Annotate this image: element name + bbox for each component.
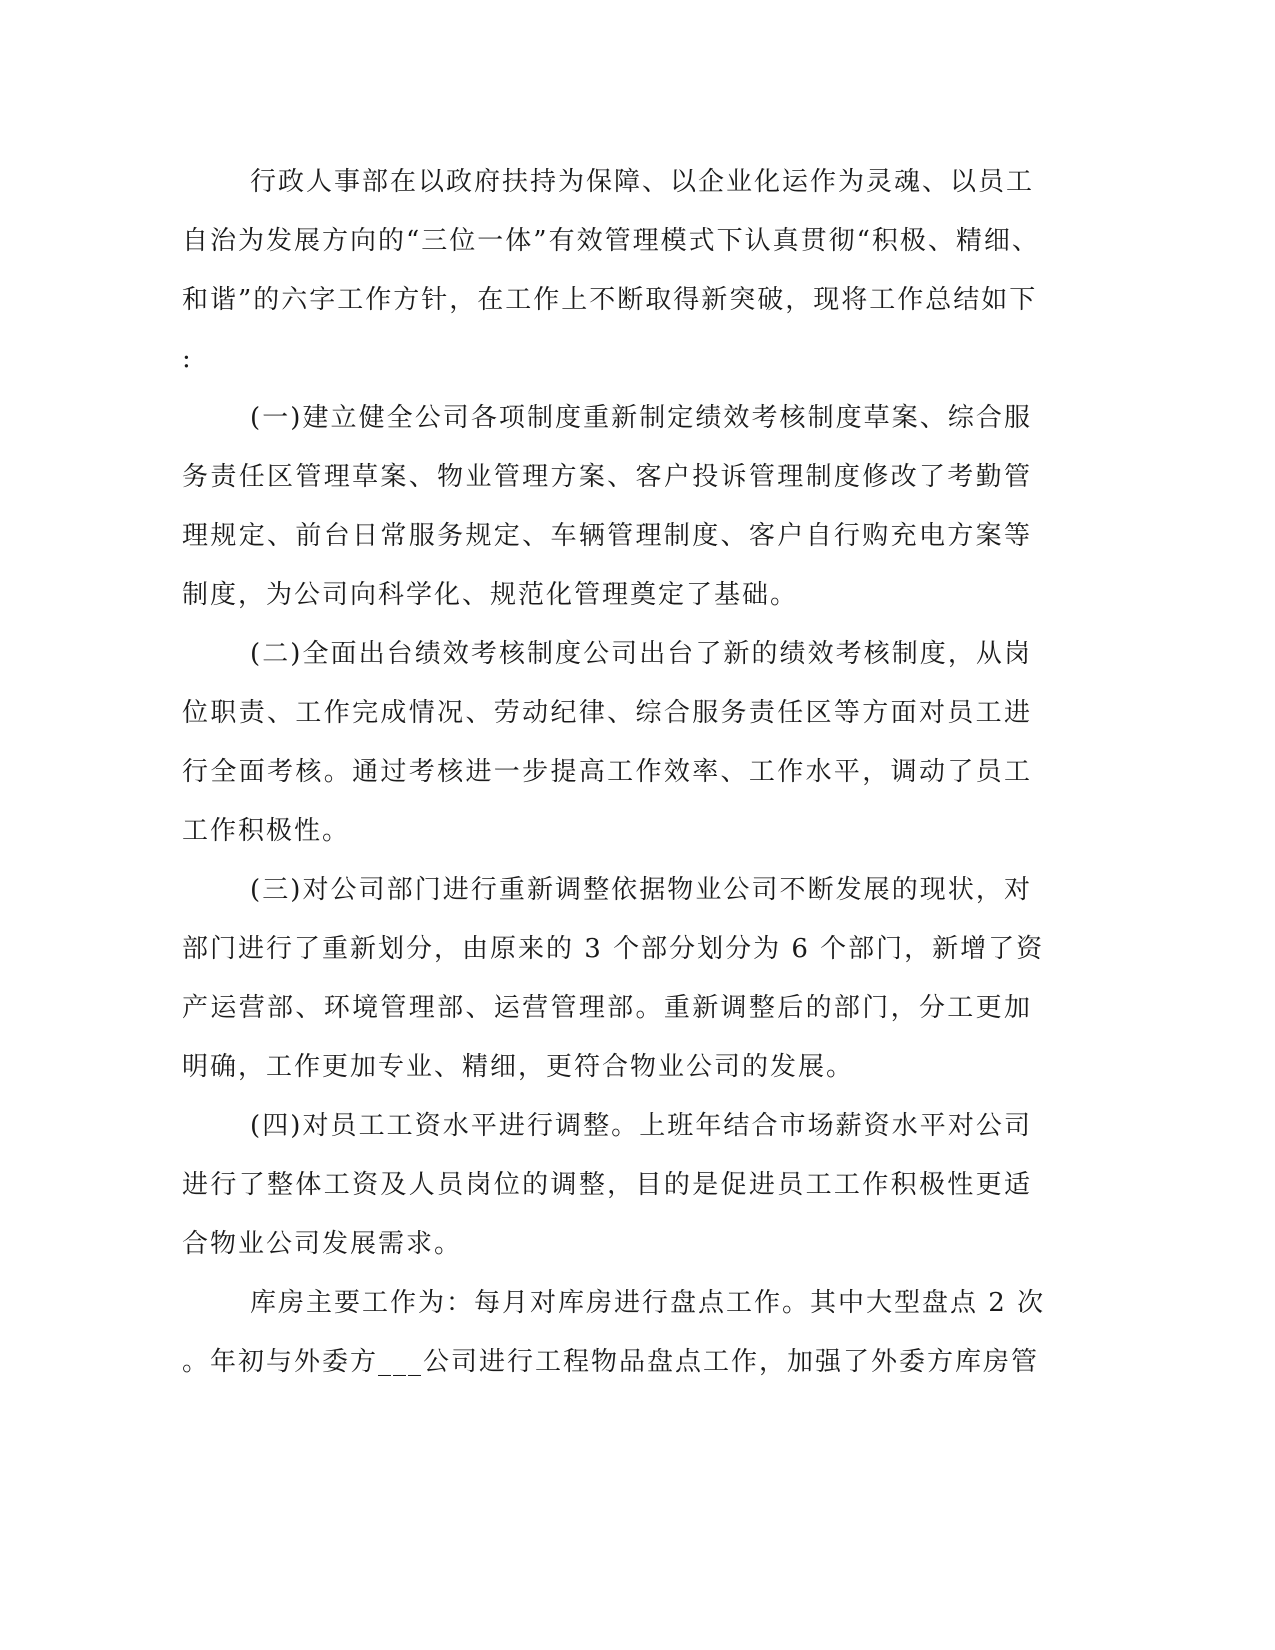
paragraph-4-line-4: 明确，工作更加专业、精细，更符合物业公司的发展。	[182, 1052, 855, 1082]
paragraph-3-line-2: 位职责、工作完成情况、劳动纪律、综合服务责任区等方面对员工进	[182, 698, 1032, 728]
paragraph-4-line-3: 产运营部、环境管理部、运营管理部。重新调整后的部门，分工更加	[182, 993, 1032, 1023]
paragraph-6-line-1: 库房主要工作为：每月对库房进行盘点工作。其中大型盘点 2 次	[250, 1288, 1046, 1318]
paragraph-1-line-2: 自治为发展方向的“三位一体”有效管理模式下认真贯彻“积极、精细、	[182, 226, 1040, 256]
paragraph-3-line-3: 行全面考核。通过考核进一步提高工作效率、工作水平，调动了员工	[182, 757, 1032, 787]
paragraph-2-line-4: 制度，为公司向科学化、规范化管理奠定了基础。	[182, 580, 799, 610]
paragraph-3-line-1: (二)全面出台绩效考核制度公司出台了新的绩效考核制度，从岗	[250, 639, 1032, 669]
paragraph-1-line-1: 行政人事部在以政府扶持为保障、以企业化运作为灵魂、以员工	[250, 167, 1035, 197]
paragraph-5-line-1: (四)对员工工资水平进行调整。上班年结合市场薪资水平对公司	[250, 1111, 1032, 1141]
paragraph-6-line-2: 。年初与外委方___公司进行工程物品盘点工作，加强了外委方库房管	[182, 1347, 1040, 1377]
paragraph-5-line-2: 进行了整体工资及人员岗位的调整，目的是促进员工工作积极性更适	[182, 1170, 1032, 1200]
paragraph-2-line-1: (一)建立健全公司各项制度重新制定绩效考核制度草案、综合服	[250, 403, 1032, 433]
paragraph-3-line-4: 工作积极性。	[182, 816, 351, 846]
paragraph-1-line-4: :	[182, 344, 193, 374]
paragraph-2-line-3: 理规定、前台日常服务规定、车辆管理制度、客户自行购充电方案等	[182, 521, 1032, 551]
paragraph-5-line-3: 合物业公司发展需求。	[182, 1229, 463, 1259]
paragraph-1-line-3: 和谐”的六字工作方针，在工作上不断取得新突破，现将工作总结如下	[182, 285, 1038, 315]
paragraph-4-line-2: 部门进行了重新划分，由原来的 3 个部分划分为 6 个部门，新增了资	[182, 934, 1045, 964]
paragraph-2-line-2: 务责任区管理草案、物业管理方案、客户投诉管理制度修改了考勤管	[182, 462, 1032, 492]
paragraph-4-line-1: (三)对公司部门进行重新调整依据物业公司不断发展的现状，对	[250, 875, 1032, 905]
